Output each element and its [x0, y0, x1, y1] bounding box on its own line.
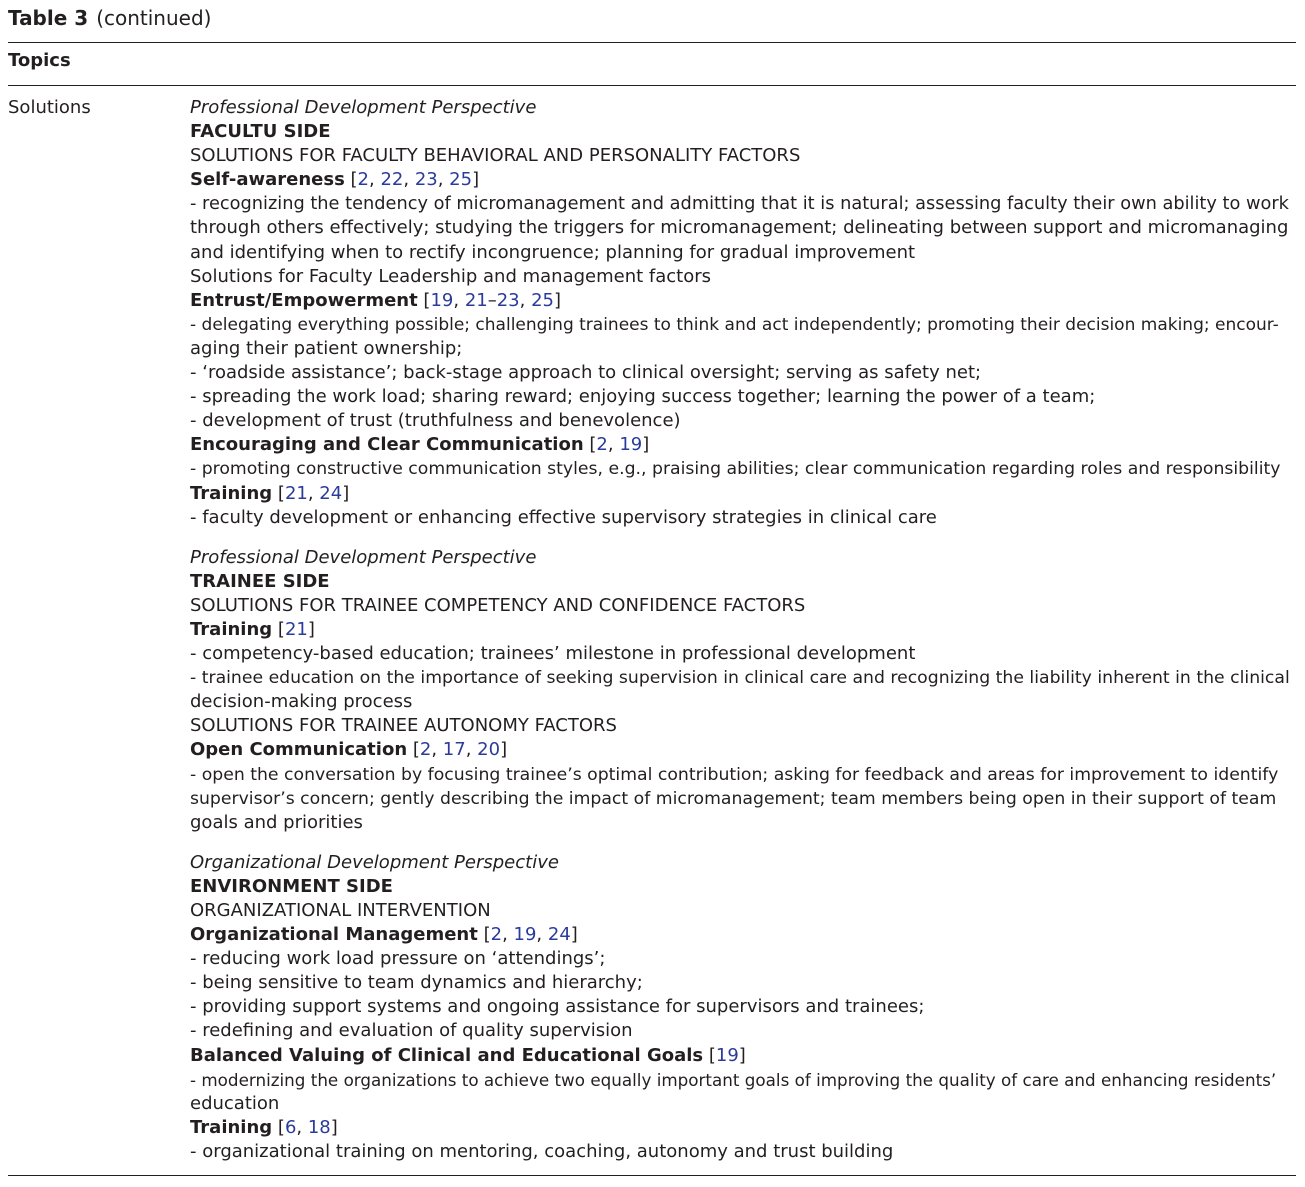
solution-detail-line: decision-making process: [190, 691, 413, 713]
solution-heading-text: Entrust/Empowerment: [190, 289, 418, 311]
solution-detail-line: - development of trust (truthfulness and benevolence): [190, 410, 681, 432]
solution-heading-text: Open Communication: [190, 739, 408, 761]
row-label-solutions: Solutions: [8, 97, 91, 118]
solution-detail-line: - modernizing the organizations to achieve two equally important goals of improving the quality of care and enhancing residents’: [190, 1069, 1277, 1090]
reference-link[interactable]: 22: [380, 169, 404, 191]
reference-link[interactable]: 25: [449, 169, 473, 191]
solution-detail-line: aging their patient ownership;: [190, 337, 463, 359]
reference-link[interactable]: 24: [547, 924, 571, 946]
reference-link[interactable]: 20: [477, 739, 501, 761]
reference-link[interactable]: 25: [531, 289, 554, 311]
solution-detail-line: - being sensitive to team dynamics and hierarchy;: [190, 972, 643, 994]
solution-heading: Training [21]: [190, 618, 315, 640]
perspective-title: Organizational Development Perspective: [190, 851, 559, 873]
solution-heading: Training [21, 24]: [190, 482, 350, 504]
column-header-topics: Topics: [8, 50, 71, 71]
reference-link[interactable]: 6: [284, 1116, 297, 1138]
solution-heading-text: Balanced Valuing of Clinical and Educational Goals: [190, 1044, 704, 1066]
reference-link[interactable]: 21: [284, 618, 308, 640]
reference-link[interactable]: 19: [430, 289, 454, 311]
solution-heading-text: Self-awareness: [190, 169, 345, 191]
table-caption: [8, 4, 211, 32]
solution-heading-text: Training: [190, 482, 273, 504]
reference-link[interactable]: 23: [496, 289, 520, 311]
solution-heading-text: Encouraging and Clear Communication: [190, 434, 584, 456]
reference-link[interactable]: 18: [307, 1116, 331, 1138]
table-number: Table 3: [8, 6, 89, 30]
reference-link[interactable]: 2: [490, 924, 503, 946]
reference-link[interactable]: 19: [715, 1044, 739, 1066]
solution-detail-line: goals and priorities: [190, 811, 363, 833]
reference-link[interactable]: 2: [419, 739, 432, 761]
solution-heading: Entrust/Empowerment [19, 21–23, 25]: [190, 289, 562, 311]
reference-link[interactable]: 23: [414, 169, 438, 191]
perspective-title: Professional Development Perspective: [190, 97, 537, 118]
top-rule: [8, 42, 1296, 43]
solution-detail-line: - promoting constructive communication styles, e.g., praising abilities; clear communication regarding roles and responsibility: [190, 459, 1281, 480]
subsection-title: SOLUTIONS FOR TRAINEE AUTONOMY FACTORS: [190, 715, 617, 737]
side-title: ENVIRONMENT SIDE: [190, 875, 393, 897]
solution-detail-line: - redefining and evaluation of quality supervision: [190, 1020, 633, 1042]
solution-detail-line: - organizational training on mentoring, coaching, autonomy and trust building: [190, 1140, 894, 1162]
solution-detail-line: - providing support systems and ongoing assistance for supervisors and trainees;: [190, 996, 925, 1018]
side-title: FACULTU SIDE: [190, 121, 331, 143]
table-continued-label: (continued): [96, 6, 212, 30]
reference-link[interactable]: 21: [284, 482, 308, 504]
reference-link[interactable]: 24: [319, 482, 343, 504]
section-gap: [190, 530, 1290, 546]
solution-heading: Organizational Management [2, 19, 24]: [190, 924, 578, 946]
section-trainee-side: [190, 546, 1290, 835]
subsection-title: ORGANIZATIONAL INTERVENTION: [190, 900, 491, 921]
section-gap: [190, 835, 1290, 851]
solution-detail-line: through others effectively; studying the triggers for micromanagement; delineating between support and micromanaging: [190, 217, 1289, 239]
solutions-content: [190, 96, 1290, 1164]
header-rule: [8, 85, 1296, 86]
solution-detail-line: - spreading the work load; sharing reward; enjoying success together; learning the power of a team;: [190, 386, 1096, 408]
solution-heading: Open Communication [2, 17, 20]: [190, 739, 508, 761]
subsection-title: SOLUTIONS FOR FACULTY BEHAVIORAL AND PERSONALITY FACTORS: [190, 145, 801, 167]
section-faculty-side: [190, 96, 1290, 530]
solution-detail-line: - faculty development or enhancing effective supervisory strategies in clinical care: [190, 506, 937, 528]
solution-detail-line: - open the conversation by focusing trainee’s optimal contribution; asking for feedback and areas for improvement to identify: [190, 764, 1279, 785]
solution-detail-line: education: [190, 1092, 280, 1114]
section-environment-side: [190, 851, 1290, 1164]
solution-heading-text: Organizational Management: [190, 924, 478, 946]
solution-detail-line: - recognizing the tendency of micromanagement and admitting that it is natural; assessing faculty their own ability to work: [190, 194, 1289, 215]
solution-heading: Self-awareness [2, 22, 23, 25]: [190, 169, 480, 191]
bottom-rule: [8, 1175, 1296, 1176]
solution-detail-line: - competency-based education; trainees’ milestone in professional development: [190, 643, 916, 665]
reference-link[interactable]: 21: [464, 289, 488, 311]
subsection-title: SOLUTIONS FOR TRAINEE COMPETENCY AND CONFIDENCE FACTORS: [190, 594, 806, 616]
solution-heading-text: Training: [190, 1116, 273, 1138]
reference-link[interactable]: 2: [596, 434, 608, 456]
solution-detail-line: - ‘roadside assistance’; back-stage approach to clinical oversight; serving as safety net;: [190, 362, 982, 384]
solution-detail-line: - delegating everything possible; challenging trainees to think and act independently; promoting their decision making; encour-: [190, 314, 1279, 335]
solution-heading: Training [6, 18]: [190, 1116, 338, 1138]
solution-heading: Encouraging and Clear Communication [2, 19]: [190, 434, 650, 456]
solution-detail-line: supervisor’s concern; gently describing the impact of micromanagement; team members being open in their support of team: [190, 788, 1277, 809]
perspective-title: Professional Development Perspective: [190, 546, 537, 568]
reference-link[interactable]: 17: [442, 739, 466, 761]
solution-detail-line: - reducing work load pressure on ‘attendings’;: [190, 948, 606, 970]
subsection-title: Solutions for Faculty Leadership and management factors: [190, 265, 712, 287]
reference-link[interactable]: 19: [513, 924, 537, 946]
solution-heading: Balanced Valuing of Clinical and Educational Goals [19]: [190, 1044, 746, 1066]
solution-detail-line: and identifying when to rectify incongruence; planning for gradual improvement: [190, 241, 916, 263]
reference-link[interactable]: 2: [357, 169, 369, 191]
solution-heading-text: Training: [190, 618, 273, 640]
reference-link[interactable]: 19: [619, 434, 643, 456]
solution-detail-line: - trainee education on the importance of seeking supervision in clinical care and recognizing the liability inherent in the clinical: [190, 668, 1290, 689]
side-title: TRAINEE SIDE: [190, 570, 330, 592]
